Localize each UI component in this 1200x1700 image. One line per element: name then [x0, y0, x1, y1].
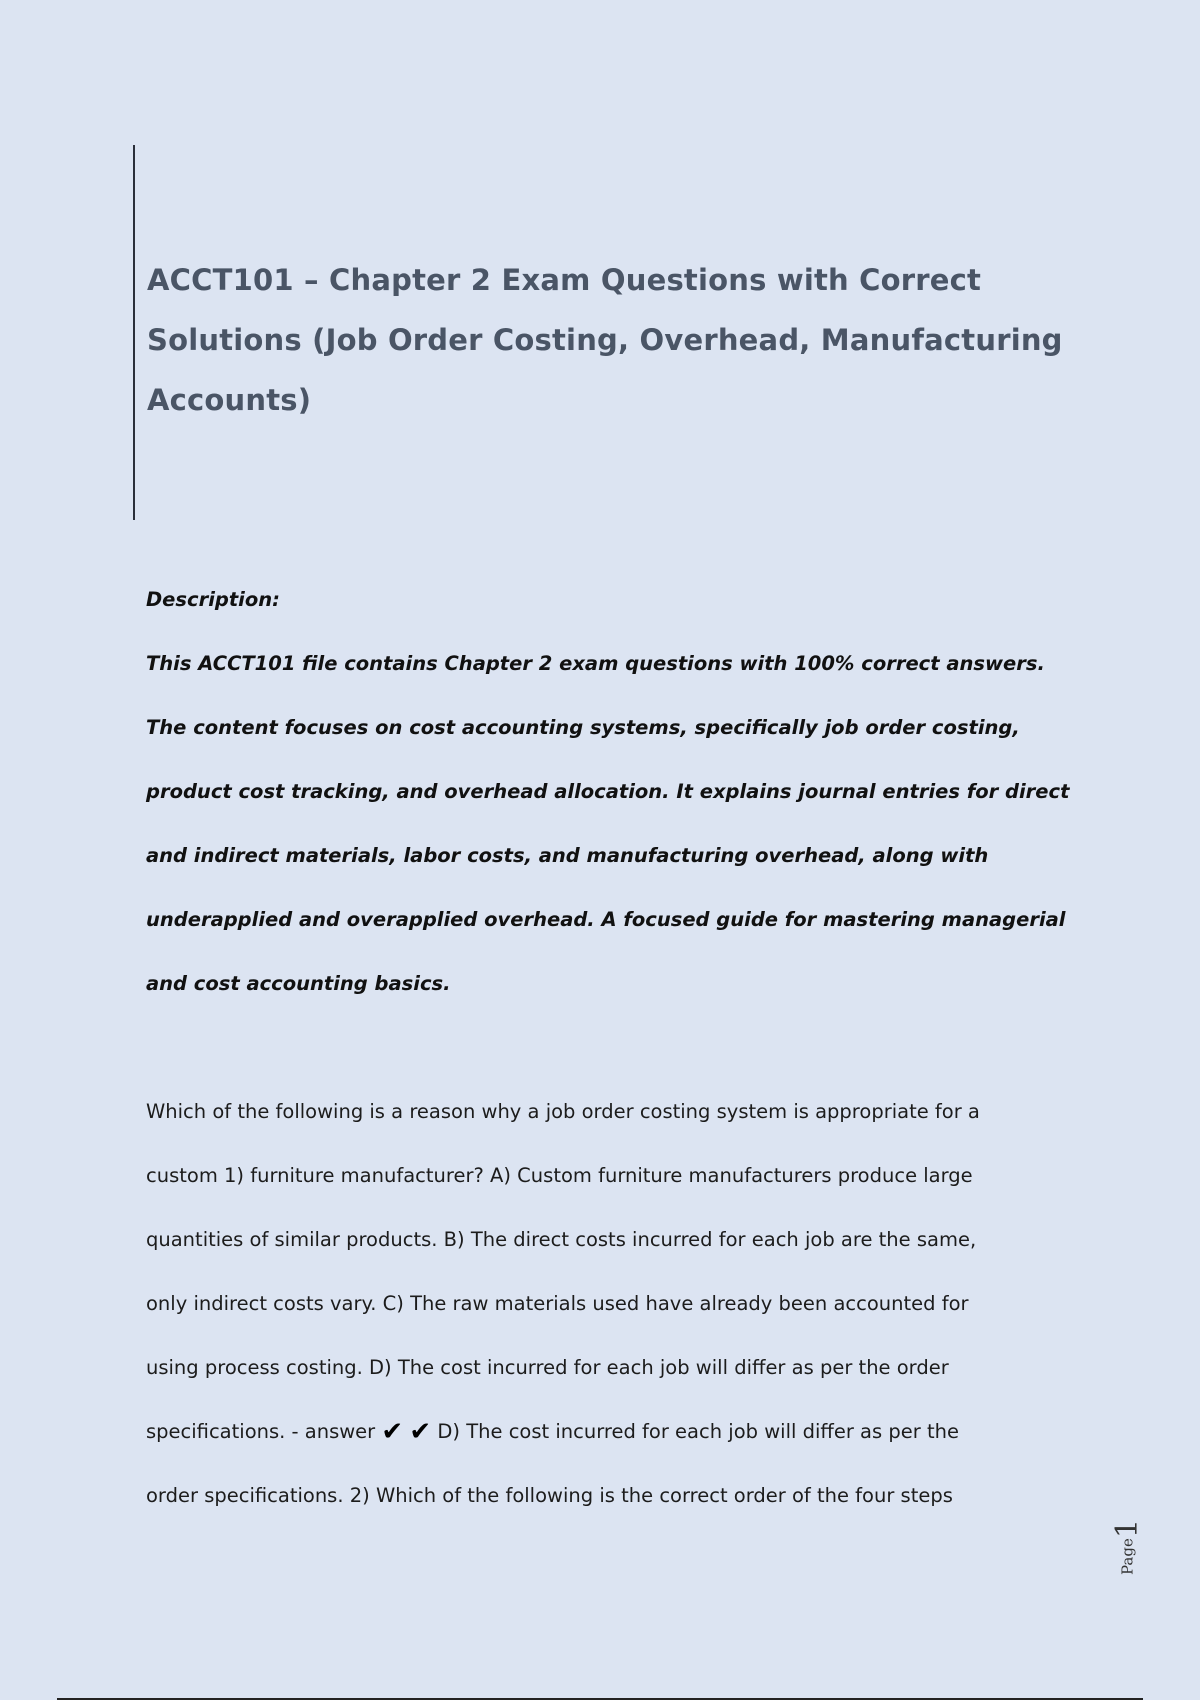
description-line: underapplied and overapplied overhead. A focused guide for mastering managerial — [146, 908, 1066, 931]
description-line: and cost accounting basics. — [146, 972, 451, 995]
document-title — [135, 145, 1075, 447]
title-line: Solutions (Job Order Costing, Overhead, Manufacturing — [147, 323, 1063, 357]
page-number — [1110, 1519, 1160, 1575]
question-line: quantities of similar products. B) The direct costs incurred for each job are the same, — [146, 1228, 977, 1251]
page-number-value: 1 — [1110, 1519, 1145, 1539]
title-line: Accounts) — [147, 383, 312, 417]
description-section — [146, 580, 1070, 1028]
description-label: Description: — [146, 588, 280, 611]
description-line: The content focuses on cost accounting systems, specifically job order costing, — [146, 716, 1020, 739]
description-line: This ACCT101 file contains Chapter 2 exam questions with 100% correct answers. — [146, 652, 1045, 675]
question-line: order specifications. 2) Which of the following is the correct order of the four steps — [146, 1484, 953, 1507]
answer-text: D) The cost incurred for each job will differ as per the — [431, 1420, 959, 1443]
question-text — [146, 1092, 1066, 1540]
checkmark-icon: ✔ — [409, 1417, 432, 1447]
description-line: and indirect materials, labor costs, and manufacturing overhead, along with — [146, 844, 989, 867]
answer-prefix: specifications. - answer — [146, 1420, 382, 1443]
question-line: using process costing. D) The cost incurred for each job will differ as per the order — [146, 1356, 949, 1379]
title-line: ACCT101 – Chapter 2 Exam Questions with Correct — [147, 263, 982, 297]
page-label: Page — [1118, 1538, 1137, 1575]
description-line: product cost tracking, and overhead allocation. It explains journal entries for direct — [146, 780, 1070, 803]
checkmark-icon: ✔ — [381, 1417, 404, 1447]
question-line: custom 1) furniture manufacturer? A) Custom furniture manufacturers produce large — [146, 1164, 973, 1187]
answer-line — [146, 1412, 1066, 1476]
question-line: only indirect costs vary. C) The raw materials used have already been accounted for — [146, 1292, 969, 1315]
title-block — [133, 145, 1075, 520]
question-line: Which of the following is a reason why a job order costing system is appropriate for a — [146, 1100, 980, 1123]
